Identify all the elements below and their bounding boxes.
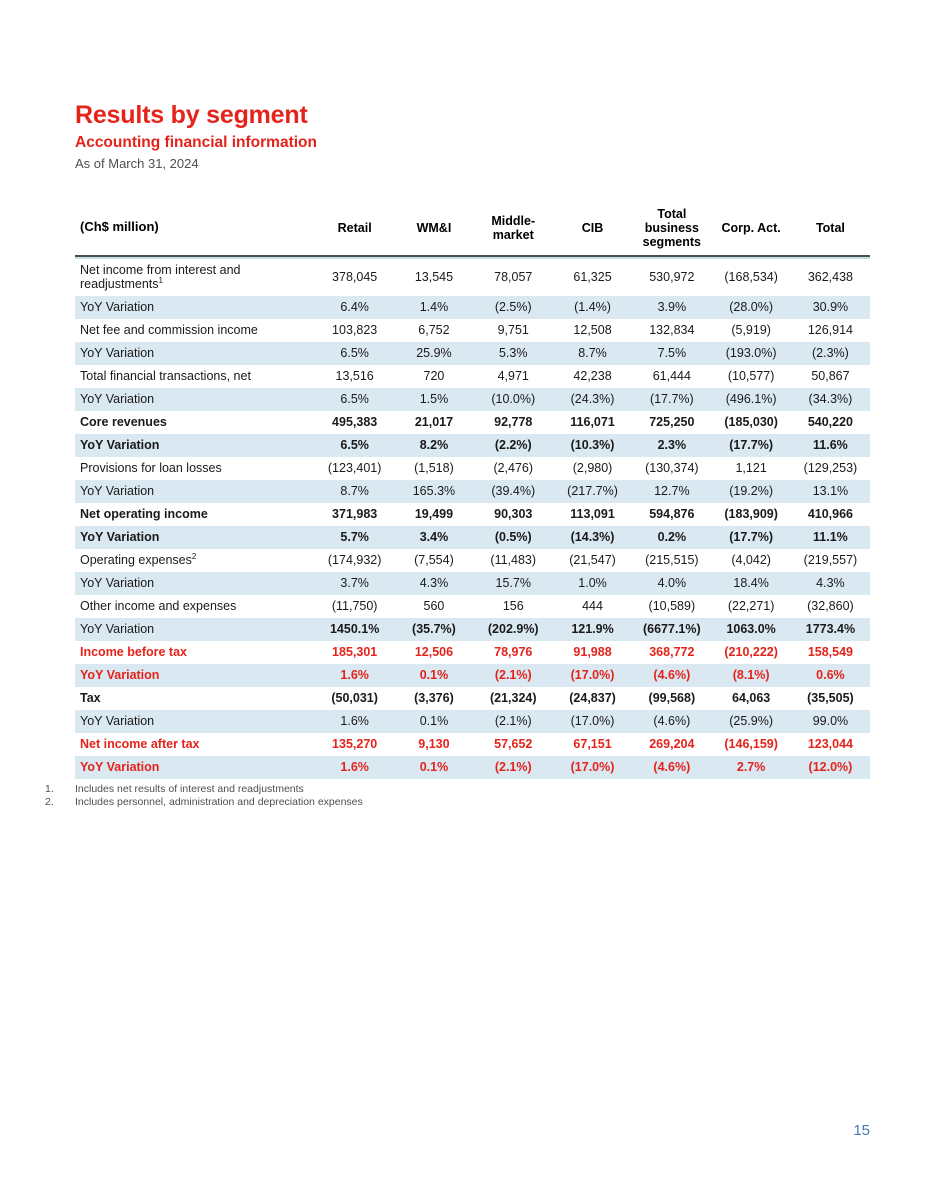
cell-value: 3.7% <box>340 575 369 590</box>
cell-value: 1.6% <box>340 667 369 682</box>
cell-value: 560 <box>423 598 445 613</box>
cell-value: 61,444 <box>652 368 691 383</box>
cell-value: 5.3% <box>498 345 528 360</box>
cell-value: 0.1% <box>419 759 449 774</box>
cell-value: (19.2%) <box>729 483 774 498</box>
table-row <box>75 480 870 503</box>
cell-value: 42,238 <box>573 368 612 383</box>
cell-value: (2,476) <box>493 460 534 475</box>
row-label: YoY Variation <box>80 437 160 452</box>
cell-value: (4.6%) <box>653 667 691 682</box>
row-label: Core revenues <box>80 414 167 429</box>
footnotes <box>45 783 745 809</box>
cell-value: (34.3%) <box>808 391 853 406</box>
cell-value: (10,577) <box>727 368 775 383</box>
cell-value: 9,751 <box>497 322 529 337</box>
cell-value: (2.3%) <box>812 345 849 360</box>
cell-value: 3.9% <box>657 299 687 314</box>
cell-value: 368,772 <box>649 644 695 659</box>
cell-value: 132,834 <box>649 322 695 337</box>
cell-value: 158,549 <box>807 644 854 659</box>
cell-value: 1063.0% <box>726 621 776 636</box>
cell-value: 720 <box>423 368 445 383</box>
table-row <box>75 365 870 388</box>
cell-value: (2.5%) <box>494 299 532 314</box>
table-row <box>75 710 870 733</box>
cell-value: 594,876 <box>649 506 695 521</box>
cell-value: (5,919) <box>731 322 771 337</box>
cell-value: (2,980) <box>572 460 613 475</box>
column-header: Middle-market <box>474 200 553 256</box>
cell-value: 4,971 <box>497 368 529 383</box>
cell-value: (24.3%) <box>570 391 615 406</box>
cell-value: 116,071 <box>570 414 615 429</box>
cell-value: 15.7% <box>495 575 531 590</box>
cell-value: 5.7% <box>340 529 369 544</box>
unit-label: (Ch$ million) <box>75 200 315 256</box>
cell-value: 185,301 <box>332 644 378 659</box>
row-label: Provisions for loan losses <box>80 460 222 475</box>
cell-value: 113,091 <box>570 506 615 521</box>
as-of-date: As of March 31, 2024 <box>75 156 199 171</box>
column-header: Total business segments <box>632 200 711 256</box>
cell-value: 410,966 <box>807 506 854 521</box>
cell-value: (2.1%) <box>494 713 532 728</box>
row-label: Operating expenses$^2$ <box>80 551 197 567</box>
cell-value: 1773.4% <box>805 621 856 636</box>
cell-value: 725,250 <box>649 414 695 429</box>
table-row <box>75 259 870 296</box>
cell-value: (11,483) <box>490 552 537 567</box>
table-row <box>75 434 870 457</box>
cell-value: 1.6% <box>340 759 369 774</box>
table-row <box>75 526 870 549</box>
cell-value: 269,204 <box>649 736 695 751</box>
table-row <box>75 549 870 572</box>
cell-value: (0.5%) <box>494 529 532 544</box>
cell-value: (219,557) <box>803 552 858 567</box>
cell-value: (185,030) <box>724 414 778 429</box>
cell-value: 7.5% <box>657 345 687 360</box>
table-row <box>75 388 870 411</box>
cell-value: 25.9% <box>416 345 452 360</box>
cell-value: 11.6% <box>813 437 848 452</box>
cell-value: (183,909) <box>724 506 778 521</box>
footnote-reference: 2 <box>191 551 197 561</box>
cell-value: 1.6% <box>340 713 369 728</box>
cell-value: (130,374) <box>645 460 699 475</box>
cell-value: 64,063 <box>732 690 771 705</box>
cell-value: (202.9%) <box>487 621 539 636</box>
table-header-row <box>75 200 870 256</box>
cell-value: (32,860) <box>807 598 854 613</box>
cell-value: 30.9% <box>812 299 849 314</box>
cell-value: 530,972 <box>649 269 695 284</box>
cell-value: 78,057 <box>494 269 533 284</box>
cell-value: 92,778 <box>494 414 533 429</box>
cell-value: 540,220 <box>807 414 854 429</box>
row-label: YoY Variation <box>80 759 160 774</box>
cell-value: (17.0%) <box>570 759 615 774</box>
cell-value: (10.0%) <box>491 391 536 406</box>
cell-value: 362,438 <box>807 269 854 284</box>
cell-value: 4.0% <box>657 575 687 590</box>
column-header: CIB <box>553 200 632 256</box>
cell-value: (6677.1%) <box>642 621 701 636</box>
column-header: Total <box>791 200 870 256</box>
cell-value: (14.3%) <box>570 529 615 544</box>
footnote-text: Includes personnel, administration and depreciation expenses <box>75 796 363 809</box>
cell-value: 0.6% <box>816 667 845 682</box>
table-row <box>75 618 870 641</box>
cell-value: 12,508 <box>573 322 612 337</box>
cell-value: 11.1% <box>813 529 848 544</box>
cell-value: (17.7%) <box>649 391 694 406</box>
table-row <box>75 595 870 618</box>
table-row <box>75 503 870 526</box>
cell-value: (4.6%) <box>653 713 691 728</box>
cell-value: (193.0%) <box>725 345 777 360</box>
footnote-reference: 1 <box>158 276 163 286</box>
cell-value: (3,376) <box>414 690 454 705</box>
table-row <box>75 733 870 756</box>
table-row <box>75 664 870 687</box>
cell-value: (123,401) <box>327 460 382 475</box>
row-label: Net operating income <box>80 506 208 521</box>
cell-value: 9,130 <box>418 736 450 751</box>
cell-value: 8.7% <box>578 345 607 360</box>
cell-value: 0.1% <box>419 667 449 682</box>
cell-value: 126,914 <box>807 322 854 337</box>
cell-value: 13.1% <box>812 483 849 498</box>
table-row <box>75 572 870 595</box>
cell-value: (129,253) <box>803 460 858 475</box>
cell-value: 371,983 <box>332 506 378 521</box>
cell-value: (17.0%) <box>570 667 615 682</box>
cell-value: 57,652 <box>494 736 533 751</box>
cell-value: 444 <box>582 598 603 613</box>
cell-value: (8.1%) <box>732 667 770 682</box>
cell-value: (35,505) <box>807 690 854 705</box>
cell-value: 8.2% <box>419 437 449 452</box>
cell-value: (17.7%) <box>729 529 774 544</box>
cell-value: 1,121 <box>735 460 767 475</box>
cell-value: 12,506 <box>414 644 454 659</box>
cell-value: (496.1%) <box>725 391 777 406</box>
row-label: YoY Variation <box>80 575 155 590</box>
cell-value: 6.5% <box>340 437 369 452</box>
cell-value: (10.3%) <box>570 437 615 452</box>
cell-value: 8.7% <box>340 483 369 498</box>
cell-value: (35.7%) <box>412 621 456 636</box>
cell-value: 99.0% <box>812 713 849 728</box>
cell-value: 12.7% <box>654 483 690 498</box>
cell-value: 4.3% <box>419 575 449 590</box>
cell-value: (215,515) <box>645 552 699 567</box>
cell-value: (11,750) <box>331 598 378 613</box>
row-label: Total financial transactions, net <box>80 368 251 383</box>
cell-value: 156 <box>502 598 524 613</box>
cell-value: (24,837) <box>569 690 616 705</box>
cell-value: 103,823 <box>332 322 378 337</box>
column-header: WM&I <box>394 200 473 256</box>
cell-value: (50,031) <box>331 690 378 705</box>
cell-value: (10,589) <box>648 598 696 613</box>
page-number: 15 <box>853 1122 870 1139</box>
column-header: Corp. Act. <box>711 200 790 256</box>
table-row <box>75 319 870 342</box>
cell-value: 61,325 <box>573 269 612 284</box>
footnote-marker: 1. <box>45 783 54 795</box>
column-header: Retail <box>315 200 394 256</box>
cell-value: (2.1%) <box>494 667 532 682</box>
cell-value: 67,151 <box>573 736 612 751</box>
cell-value: 6,752 <box>418 322 450 337</box>
row-label: YoY Variation <box>80 713 155 728</box>
table-row <box>75 457 870 480</box>
cell-value: 6.5% <box>340 345 369 360</box>
cell-value: (12.0%) <box>808 759 853 774</box>
cell-value: 165.3% <box>412 483 456 498</box>
results-by-segment-table <box>75 200 870 779</box>
cell-value: (17.0%) <box>570 713 615 728</box>
cell-value: (21,324) <box>489 690 537 705</box>
cell-value: 135,270 <box>332 736 378 751</box>
cell-value: 4.3% <box>816 575 845 590</box>
row-label: Income before tax <box>80 644 187 659</box>
row-label: YoY Variation <box>80 391 155 406</box>
table-row <box>75 342 870 365</box>
cell-value: (21,547) <box>569 552 616 567</box>
footnote-item <box>45 796 745 809</box>
row-label: YoY Variation <box>80 667 160 682</box>
cell-value: (99,568) <box>648 690 696 705</box>
table-row <box>75 687 870 710</box>
row-label: YoY Variation <box>80 529 160 544</box>
cell-value: 1.0% <box>578 575 607 590</box>
cell-value: 18.4% <box>733 575 769 590</box>
cell-value: 90,303 <box>494 506 533 521</box>
cell-value: 19,499 <box>414 506 454 521</box>
cell-value: 13,545 <box>414 269 454 284</box>
cell-value: 91,988 <box>573 644 612 659</box>
cell-value: (2.2%) <box>494 437 532 452</box>
cell-value: (1,518) <box>414 460 454 475</box>
row-label: Net fee and commission income <box>80 322 258 337</box>
row-label: Other income and expenses <box>80 598 237 613</box>
cell-value: (39.4%) <box>491 483 536 498</box>
cell-value: 6.4% <box>340 299 369 314</box>
row-label: Net income from interest and readjustments$^1$ <box>80 262 241 292</box>
cell-value: (25.9%) <box>729 713 774 728</box>
cell-value: 3.4% <box>419 529 449 544</box>
cell-value: 13,516 <box>335 368 374 383</box>
cell-value: 495,383 <box>332 414 378 429</box>
footnote-text: Includes net results of interest and readjustments <box>75 783 304 795</box>
cell-value: (22,271) <box>727 598 775 613</box>
cell-value: (168,534) <box>724 269 778 284</box>
cell-value: (210,222) <box>724 644 778 659</box>
cell-value: (17.7%) <box>729 437 774 452</box>
row-label: Net income after tax <box>80 736 200 751</box>
cell-value: 50,867 <box>811 368 850 383</box>
cell-value: (2.1%) <box>494 759 532 774</box>
row-label: YoY Variation <box>80 299 155 314</box>
table-row <box>75 296 870 319</box>
cell-value: 2.7% <box>736 759 766 774</box>
page-title: Results by segment <box>75 101 308 129</box>
cell-value: (4,042) <box>731 552 771 567</box>
cell-value: 21,017 <box>414 414 454 429</box>
table-row <box>75 756 870 779</box>
cell-value: 6.5% <box>340 391 369 406</box>
row-label: YoY Variation <box>80 483 155 498</box>
cell-value: 0.1% <box>419 713 449 728</box>
table-row <box>75 641 870 664</box>
row-label: YoY Variation <box>80 345 155 360</box>
row-label: Tax <box>80 690 101 705</box>
cell-value: (1.4%) <box>574 299 611 314</box>
cell-value: (174,932) <box>327 552 382 567</box>
cell-value: 1.5% <box>419 391 449 406</box>
cell-value: (4.6%) <box>653 759 691 774</box>
footnote-marker: 2. <box>45 796 54 809</box>
cell-value: (217.7%) <box>567 483 618 498</box>
page-subtitle: Accounting financial information <box>75 134 317 151</box>
footnote-item <box>45 783 745 796</box>
cell-value: 78,976 <box>494 644 533 659</box>
cell-value: (28.0%) <box>729 299 774 314</box>
cell-value: (7,554) <box>414 552 454 567</box>
cell-value: 123,044 <box>807 736 854 751</box>
cell-value: 1.4% <box>419 299 449 314</box>
cell-value: (146,159) <box>724 736 778 751</box>
table-row <box>75 411 870 434</box>
cell-value: 1450.1% <box>329 621 380 636</box>
row-label: YoY Variation <box>80 621 155 636</box>
cell-value: 0.2% <box>657 529 687 544</box>
cell-value: 2.3% <box>657 437 687 452</box>
cell-value: 121.9% <box>571 621 614 636</box>
cell-value: 378,045 <box>332 269 378 284</box>
